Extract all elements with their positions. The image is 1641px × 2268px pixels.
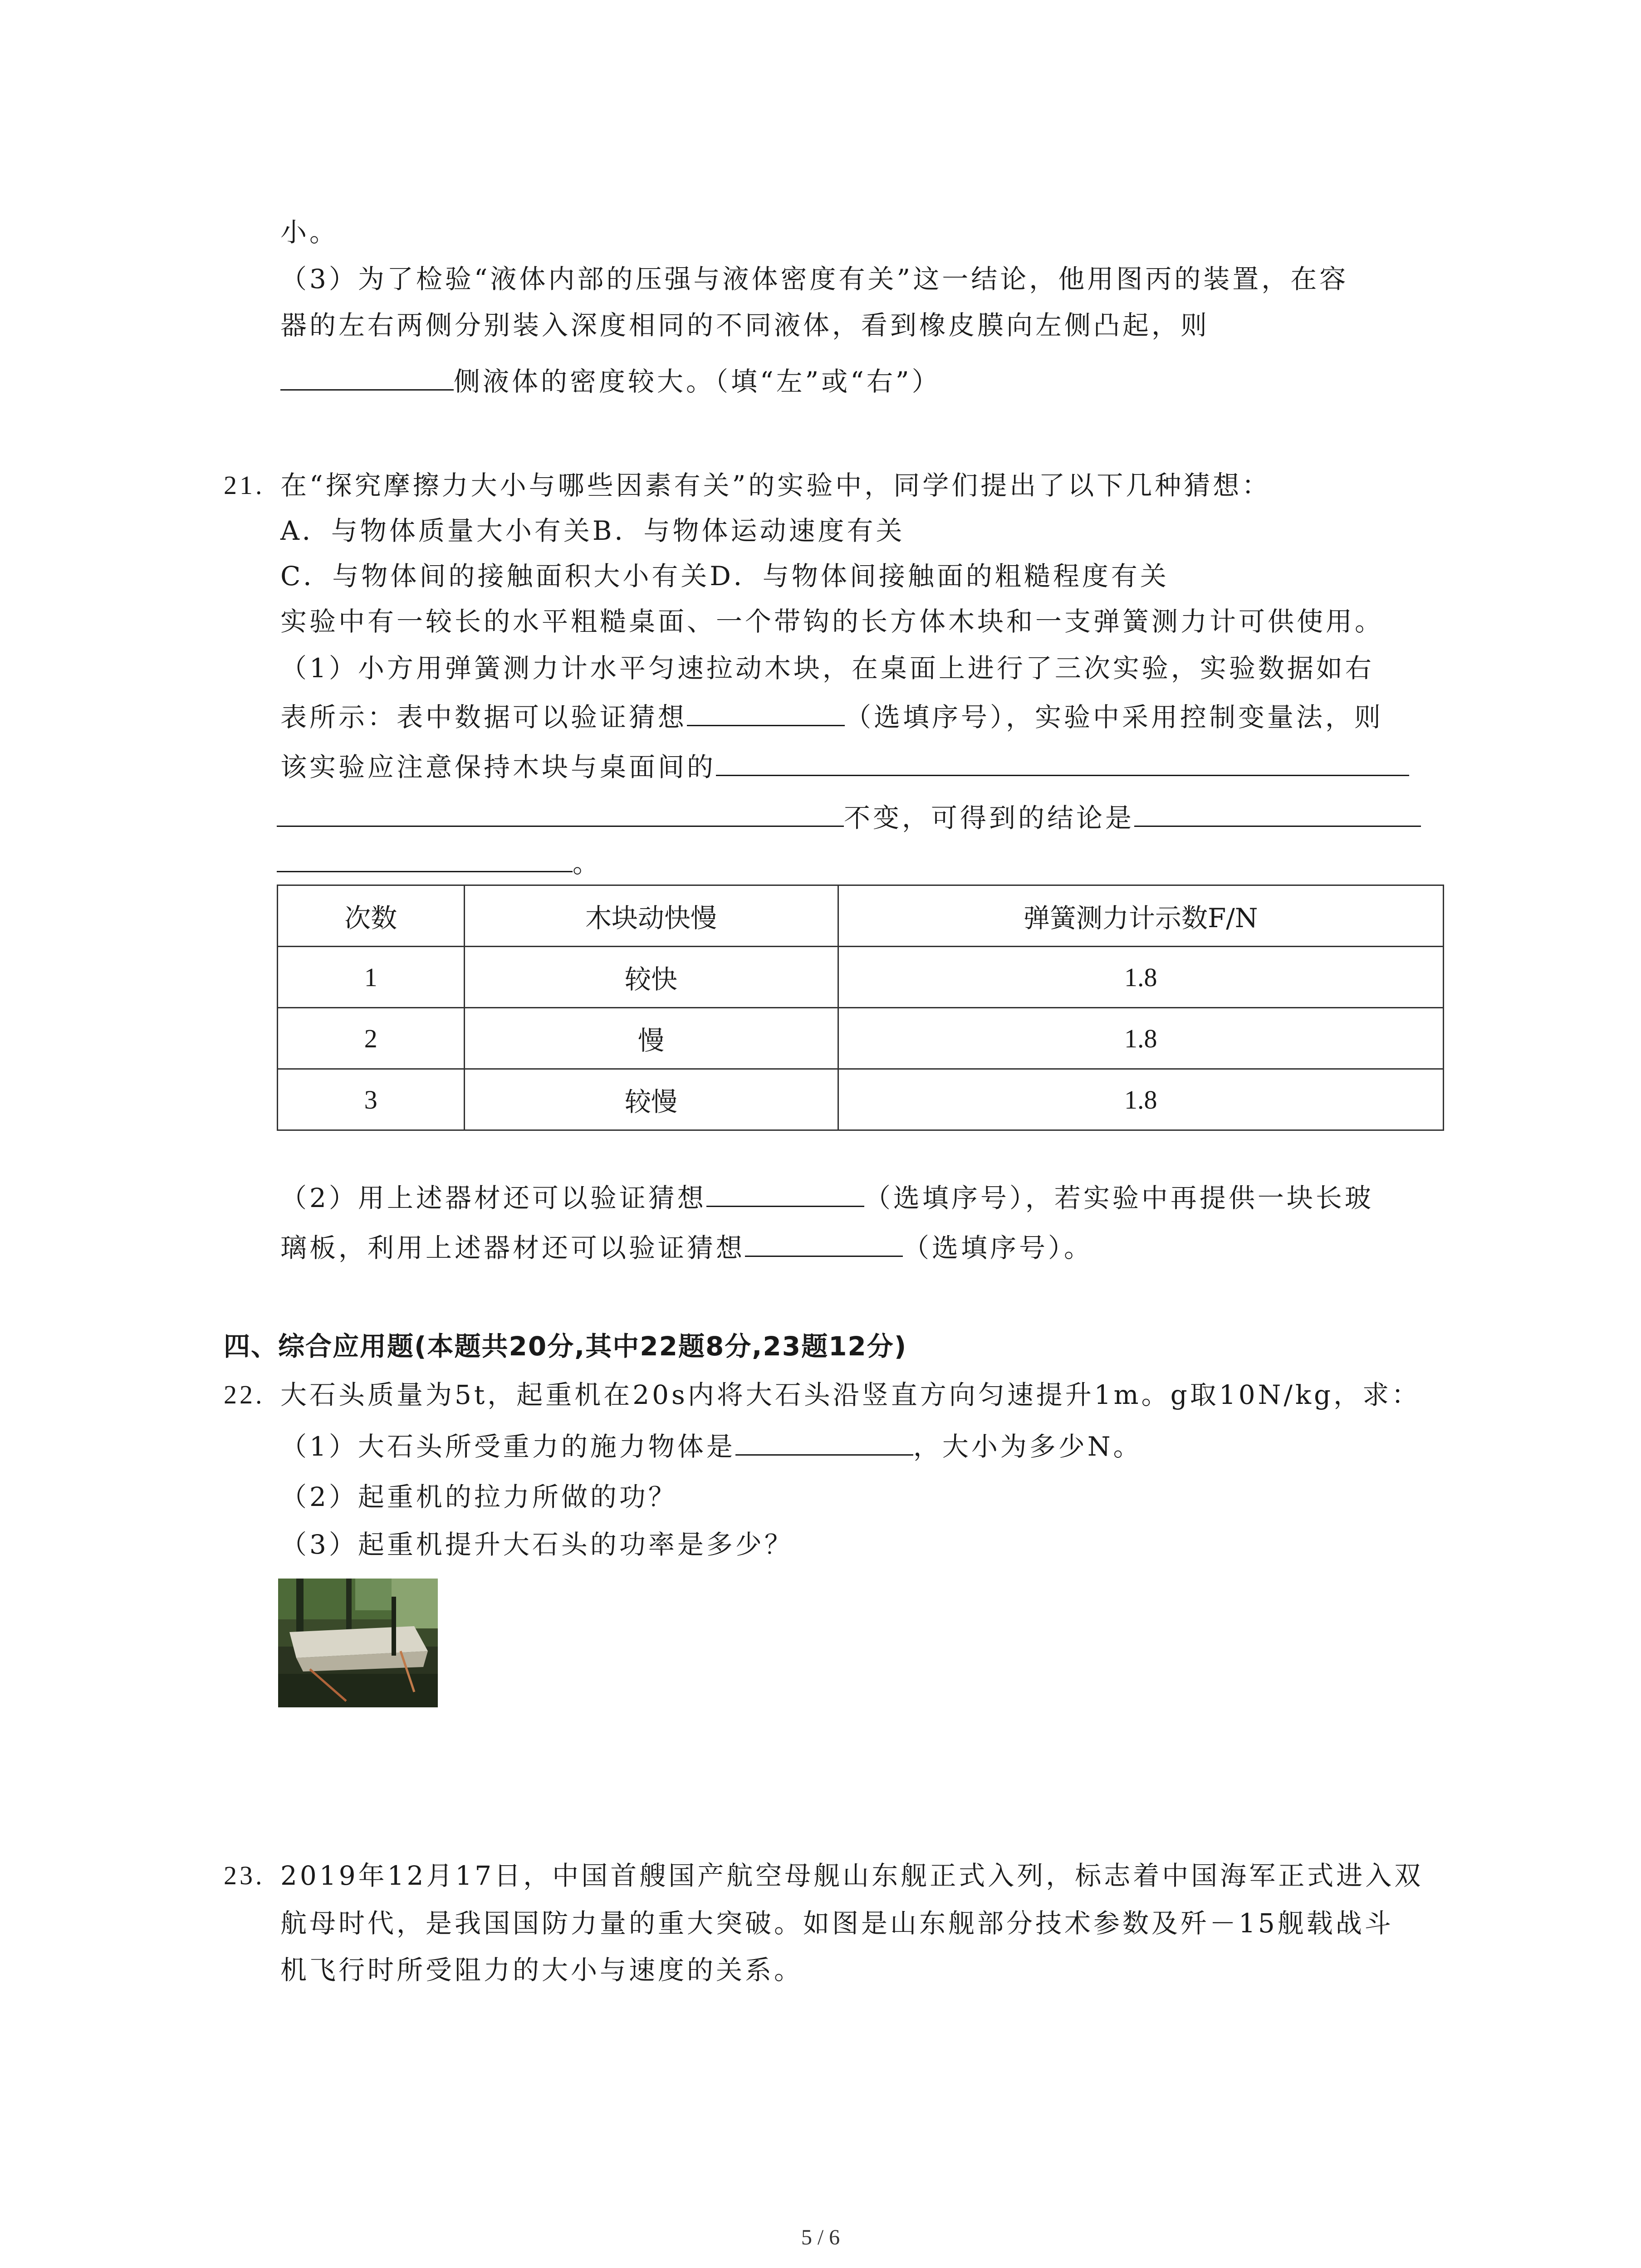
table-cell: 3 [278, 1069, 465, 1130]
crane-photo-illustration [278, 1579, 438, 1707]
q22-stem: 大石头质量为5t，起重机在20s内将大石头沿竖直方向匀速提升1m。g取10N/kg，求： [280, 1379, 1421, 1410]
crane-photo [278, 1579, 438, 1707]
table-row [278, 947, 1444, 1008]
q21-part1-line4 [277, 799, 1421, 836]
table-cell: 1.8 [838, 1069, 1443, 1130]
q21-part2-line2-b: （选填序号）。 [903, 1232, 1093, 1263]
answer-blank[interactable] [687, 699, 845, 726]
q21-number: 21. [224, 470, 265, 500]
table-cell: 1.8 [838, 1008, 1443, 1069]
q21-materials: 实验中有一较长的水平粗糙桌面、一个带钩的长方体木块和一支弹簧测力计可供使用。 [280, 606, 1384, 637]
table-header-cell: 弹簧测力计示数F/N [838, 885, 1443, 947]
q22-sub1-b: ，大小为多少N。 [913, 1431, 1142, 1462]
table-row [278, 1008, 1444, 1069]
q21-options-ab [280, 513, 905, 549]
section-heading: 四、综合应用题(本题共20分,其中22题8分,23题12分) [224, 1331, 907, 1362]
page-number: 5 / 6 [801, 2225, 840, 2249]
q21-part1-line5-text: 。 [573, 848, 602, 879]
q22-sub1 [280, 1428, 1142, 1465]
q21-part2-line1 [280, 1179, 1374, 1216]
q21-options-cd [280, 558, 1169, 594]
q21-option-b: B．与物体运动速度有关 [592, 515, 905, 546]
answer-blank[interactable] [280, 363, 454, 391]
q21-part1-line5 [277, 845, 602, 881]
q21-option-d: D．与物体间接触面的粗糙程度有关 [710, 561, 1169, 591]
table-cell: 慢 [464, 1008, 838, 1069]
q21-part1-line2-b: （选填序号），实验中采用控制变量法，则 [845, 702, 1384, 733]
q20-part3-line2: 器的左右两侧分别装入深度相同的不同液体，看到橡皮膜向左侧凸起，则 [280, 310, 1210, 341]
q21-part1-line1: （1）小方用弹簧测力计水平匀速拉动木块，在桌面上进行了三次实验，实验数据如右 [280, 653, 1374, 684]
friction-data-table [277, 885, 1444, 1131]
q21-part1-line3 [280, 748, 1409, 785]
q22-sub3: （3）起重机提升大石头的功率是多少？ [280, 1529, 794, 1560]
table-row [278, 1069, 1444, 1130]
q21-part2-line1-b: （选填序号），若实验中再提供一块长玻 [864, 1183, 1374, 1213]
q21-option-c: C．与物体间的接触面积大小有关 [280, 561, 710, 591]
q21-part2-line1-a: （2）用上述器材还可以验证猜想 [280, 1183, 706, 1213]
q21-part1-line2 [280, 699, 1383, 735]
q21-stem: 在“探究摩擦力大小与哪些因素有关”的实验中，同学们提出了以下几种猜想： [280, 470, 1271, 501]
table-cell: 1.8 [838, 947, 1443, 1008]
table-header-row [278, 885, 1444, 947]
answer-blank[interactable] [1134, 799, 1421, 827]
q23-line3: 机飞行时所受阻力的大小与速度的关系。 [280, 1955, 803, 1985]
q22-number: 22. [224, 1380, 265, 1409]
answer-blank[interactable] [706, 1179, 864, 1207]
q22-sub2: （2）起重机的拉力所做的功？ [280, 1481, 677, 1512]
q20-continuation: 小。 [280, 217, 339, 248]
table-header-cell: 木块动快慢 [464, 885, 838, 947]
q21-part1-line4-text: 不变，可得到的结论是 [844, 802, 1135, 833]
q20-part3-line1: （3）为了检验“液体内部的压强与液体密度有关”这一结论，他用图丙的装置，在容 [280, 264, 1349, 294]
q21-part1-line2-a: 表所示：表中数据可以验证猜想 [280, 702, 687, 733]
q20-part3-line3-text: 侧液体的密度较大。（填“左”或“右”） [454, 366, 941, 397]
q23-line2: 航母时代，是我国国防力量的重大突破。如图是山东舰部分技术参数及歼－15舰载战斗 [280, 1908, 1394, 1939]
table-cell: 2 [278, 1008, 465, 1069]
answer-blank[interactable] [716, 748, 1409, 776]
q23-number: 23. [224, 1861, 265, 1890]
table-cell: 较快 [464, 947, 838, 1008]
q20-part3-line3 [280, 363, 941, 400]
q22-sub1-a: （1）大石头所受重力的施力物体是 [280, 1431, 735, 1462]
answer-blank[interactable] [277, 799, 844, 827]
q21-part1-line3-text: 该实验应注意保持木块与桌面间的 [280, 752, 716, 782]
answer-blank[interactable] [277, 845, 573, 872]
q23-line1: 2019年12月17日，中国首艘国产航空母舰山东舰正式入列，标志着中国海军正式进入双 [280, 1860, 1424, 1891]
q21-part2-line2 [280, 1229, 1093, 1266]
table-cell: 1 [278, 947, 465, 1008]
q21-part2-line2-a: 璃板，利用上述器材还可以验证猜想 [280, 1232, 745, 1263]
answer-blank[interactable] [735, 1428, 913, 1456]
answer-blank[interactable] [745, 1229, 903, 1257]
table-cell: 较慢 [464, 1069, 838, 1130]
q21-option-a: A．与物体质量大小有关 [280, 515, 593, 546]
table-header-cell: 次数 [278, 885, 465, 947]
